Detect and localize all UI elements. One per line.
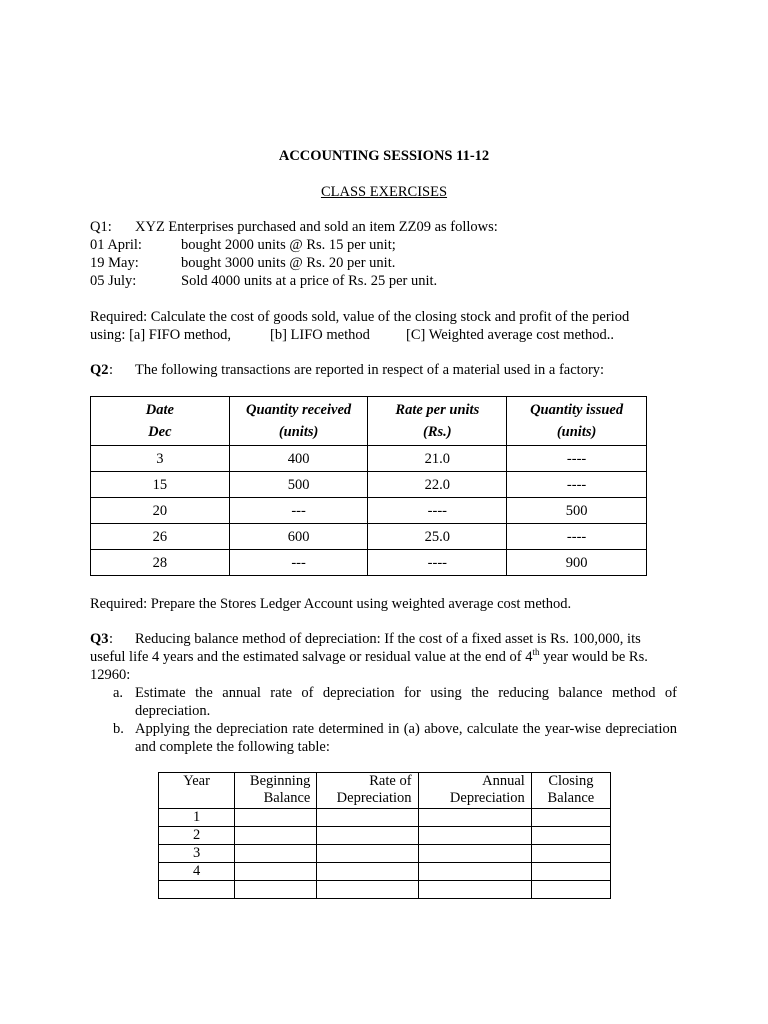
q3-text-line3: 12960: [90, 667, 131, 683]
cell-rate: ---- [368, 550, 507, 576]
header-year: Year [159, 773, 235, 809]
depreciation-table [158, 772, 611, 899]
cell-quantity-issued: ---- [507, 446, 647, 472]
cell-year: 4 [159, 863, 235, 881]
header-quantity-received: Quantity received (units) [229, 397, 368, 446]
cell-date: 20 [91, 498, 230, 524]
cell-empty [235, 881, 317, 899]
cell-quantity-received: --- [229, 550, 368, 576]
q1-entry-date: 19 May: [90, 255, 139, 271]
cell-quantity-received: 500 [229, 472, 368, 498]
q3-label-colon: : [109, 631, 114, 647]
cell-empty [531, 845, 610, 863]
cell-empty [235, 845, 317, 863]
stores-transactions-table [90, 396, 647, 576]
q3-superscript: th [532, 647, 540, 657]
cell-rate: 21.0 [368, 446, 507, 472]
cell-empty [235, 827, 317, 845]
cell-quantity-received: 400 [229, 446, 368, 472]
q1-entry-date: 01 April: [90, 237, 142, 253]
cell-empty [531, 827, 610, 845]
cell-empty [418, 845, 531, 863]
cell-year: 3 [159, 845, 235, 863]
table-row [91, 524, 647, 550]
q1-required-option-a: using: [a] FIFO method, [90, 327, 231, 343]
document-subtitle: CLASS EXERCISES [320, 184, 448, 200]
q3-text-line1: Reducing balance method of depreciation: If the cost of a fixed asset is Rs. 100,000, its [135, 631, 641, 647]
cell-empty [418, 863, 531, 881]
table-row [159, 827, 611, 845]
q1-entry-text: bought 2000 units @ Rs. 15 per unit; [181, 237, 396, 253]
cell-year: 1 [159, 809, 235, 827]
cell-rate: 22.0 [368, 472, 507, 498]
cell-year: 2 [159, 827, 235, 845]
cell-empty [317, 845, 418, 863]
cell-empty [317, 827, 418, 845]
q1-intro: XYZ Enterprises purchased and sold an item ZZ09 as follows: [135, 219, 498, 235]
table-header-row [91, 397, 647, 446]
cell-empty [235, 809, 317, 827]
cell-empty [531, 863, 610, 881]
q1-required-option-c: [C] Weighted average cost method.. [406, 327, 614, 343]
cell-year [159, 881, 235, 899]
q2-label-colon: : [109, 362, 114, 378]
cell-date: 28 [91, 550, 230, 576]
q2-required: Required: Prepare the Stores Ledger Account using weighted average cost method. [90, 596, 572, 612]
table-header-row [159, 773, 611, 809]
table-row [159, 809, 611, 827]
header-date: Date Dec [91, 397, 230, 446]
cell-date: 15 [91, 472, 230, 498]
q3-item-a-marker: a. [113, 685, 124, 701]
table-row [159, 881, 611, 899]
cell-quantity-received: 600 [229, 524, 368, 550]
cell-empty [317, 863, 418, 881]
header-quantity-issued: Quantity issued (units) [507, 397, 647, 446]
cell-empty [531, 881, 610, 899]
cell-quantity-issued: 500 [507, 498, 647, 524]
q3-item-b: Applying the depreciation rate determined in (a) above, calculate the year-wise depreciation and complete the following table: [135, 721, 677, 755]
cell-empty [317, 809, 418, 827]
q1-entry-date: 05 July: [90, 273, 137, 289]
header-annual-depreciation: Annual Depreciation [418, 773, 531, 809]
cell-quantity-issued: ---- [507, 472, 647, 498]
table-row [91, 472, 647, 498]
q3-item-a: Estimate the annual rate of depreciation for using the reducing balance method of depreciation. [135, 685, 677, 719]
q3-item-b-marker: b. [113, 721, 124, 737]
q1-required-line1: Required: Calculate the cost of goods sold, value of the closing stock and profit of the period [90, 309, 630, 325]
q1-entry-text: Sold 4000 units at a price of Rs. 25 per unit. [181, 273, 438, 289]
cell-date: 26 [91, 524, 230, 550]
header-closing-balance: Closing Balance [531, 773, 610, 809]
document-title: ACCOUNTING SESSIONS 11-12 [278, 148, 490, 164]
table-row [91, 498, 647, 524]
cell-quantity-issued: ---- [507, 524, 647, 550]
q1-label: Q1: [90, 219, 112, 235]
cell-rate: 25.0 [368, 524, 507, 550]
cell-empty [235, 863, 317, 881]
cell-quantity-issued: 900 [507, 550, 647, 576]
cell-empty [418, 827, 531, 845]
cell-empty [418, 809, 531, 827]
q1-entry-text: bought 3000 units @ Rs. 20 per unit. [181, 255, 396, 271]
header-rate-of-depreciation: Rate of Depreciation [317, 773, 418, 809]
q2-intro: The following transactions are reported in respect of a material used in a factory: [135, 362, 605, 378]
cell-empty [317, 881, 418, 899]
q3-text-line2: useful life 4 years and the estimated salvage or residual value at the end of 4th year would be Rs. [90, 647, 648, 665]
cell-empty [418, 881, 531, 899]
table-row [91, 446, 647, 472]
cell-empty [531, 809, 610, 827]
q2-label: Q2 [90, 362, 109, 378]
table-row [91, 550, 647, 576]
q1-required-option-b: [b] LIFO method [270, 327, 370, 343]
q3-label: Q3 [90, 631, 109, 647]
cell-date: 3 [91, 446, 230, 472]
table-row [159, 863, 611, 881]
header-beginning-balance: Beginning Balance [235, 773, 317, 809]
table-row [159, 845, 611, 863]
cell-quantity-received: --- [229, 498, 368, 524]
header-rate-per-unit: Rate per units (Rs.) [368, 397, 507, 446]
cell-rate: ---- [368, 498, 507, 524]
